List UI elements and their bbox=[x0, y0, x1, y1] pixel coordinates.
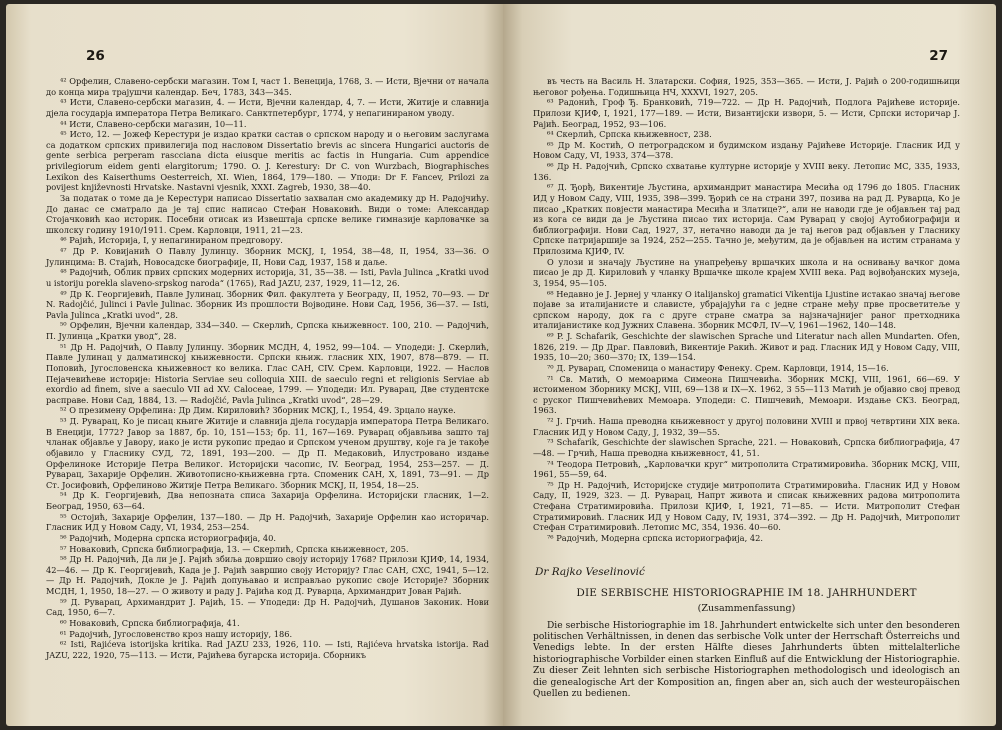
footnote: ⁵⁶ Радојчић, Модерна српска историографија, 40. bbox=[60, 532, 276, 543]
footnote: ⁴⁹ Др К. Георгијевић, Павле Јулинац. Зборник Фил. факултета у Београду, II, 1952, 70—93. — Dr N. Radojčić, Julinci i Pavle Julinac. Зборник Из прошлости Војводине. Нови Сад, 1956, 36—37. — Isti, Pavla Julinca „Kratki uvod“, 28. bbox=[46, 288, 489, 320]
footnote: ⁶² Isti, Rajićeva istorijska kritika. Rad JAZU 233, 1926, 110. — Isti, Rajićeva hrvatska istorija. Rad JAZU, 222, 1920, 75—113. — Исти, Рајићева бугарска историја. Сборникъ bbox=[46, 639, 489, 660]
footnote: ⁷² Ј. Грчић. Наша преводна књижевност у другој половини XVIII и првој четвртини XIX века. Гласник ИД у Новом Саду, Ј, 1932, 39—55. bbox=[533, 416, 960, 437]
footnote: ⁵⁸ Др Н. Радојчић, Да ли је Ј. Рајић збиља довршио своју историју 1768? Прилози КЈИФ, 14, 1934, 42—46. — Др К. Георгијевић, Када је Ј. Рајић завршио своју Историју? Глас САН, CXC, 1941, 5—12. — Др Н. Радојчић, Докле је Ј. Рајић допуњавао и исправљао рукопис своје Историје? Зборник МСДН, 1, 1950, 18—27. — О животу и раду Ј. Рајића код Д. Руварца, Архимандрит Јован Рајић. bbox=[46, 554, 489, 596]
footnote: ⁶⁹ P. J. Schafarik, Geschichte der slawischen Sprache und Literatur nach allen Mundarten. Ofen, 1826, 219. — Др Драг. Павловић, Викентије Ракић. Живот и рад. Гласник ИД у Новом Саду, VIII, 1935, 10—20; 360—370; IX, 139—154. bbox=[533, 331, 960, 363]
footnote: ⁵² О презимену Орфелина: Др Дим. Кириловић? Зборник МСКЈ, I., 1954, 49. Зрцало науке. bbox=[60, 405, 456, 416]
right-page bbox=[503, 4, 996, 726]
footnote: ⁶⁷ Д. Ђорђ, Викентије Љустина, архимандрит манастира Месића од 1796 до 1805. Гласник ИД у Новом Саду, VIII, 1935, 398—399. Ђорић се на страни 397, позива на рад Д. Руварца, Ко је писао „Кратких повјести манастира Месића и Златице?“, али не наводи где је објављен тај рад из кога се види да је Љустина писао тих историја. Сам Руварац у својој Аутобиографији и библиографији. Нови Сад, 1927, 37, нетачно наводи да је тај његов рад објављен у Гласнику Српске патријаршије за 1924, 252—255. Тачно је, међутим, да је објављен на истим странама у Прилозима КЈИФ, IV. bbox=[533, 182, 960, 256]
summary-author: Dr Rajko Veselinović bbox=[535, 565, 645, 578]
footnote: ⁵⁰ Орфелин, Вјечни календар, 334—340. — Скерлић, Српска књижевност. 100, 210. — Радојчић, П. Јулинца „Кратки увод“, 28. bbox=[46, 320, 489, 341]
footnote: ⁶⁰ Новаковић, Српска библиографија, 41. bbox=[60, 617, 240, 628]
footnote: ⁷⁰ Д. Руварац, Споменица о манастиру Фенеку. Срем. Карловци, 1914, 15—16. bbox=[547, 362, 889, 373]
footnote: ⁴² Орфелин, Славено-сербски магазин. Том I, част 1. Венеција, 1768, 3. — Исти, Вјечни от начала до конца мира трајушчи календар. Беч, 1783, 343—345. bbox=[46, 76, 489, 97]
footnote: ⁵¹ Др Н. Радојчић, О Павлу Јулинцу. Зборник МСДН, 4, 1952, 99—104. — Уподеди: Ј. Скерлић, Павле Јулинац у далматинској књижевности. Српски књиж. гласник XIX, 1907, 878—879. — П. Поповић, Југословенска књижевност ко велика. Глас САН, CIV. Срем. Карловци, 1922. — Наслов Пејачевићеве историје: Historia Serviae seu colloquia XIII. de saeculo regni et religionis Serviae ab exordio ad finem, sive a saeculo VII ad XV. Caloceae, 1799. — Уподеди: Ил. Руварац, Две студентске расправе. Нови Сад, 1884, 13. — Radojčić, Pavla Julinca „Kratki uvod“, 28—29. bbox=[46, 341, 489, 405]
footnote: ⁶⁵ Др М. Костић, О петроградском и будимском издању Рајићеве Историје. Гласник ИД у Новом Саду, VI, 1933, 374—378. bbox=[533, 139, 960, 161]
footnote: ⁵⁴ Др К. Георгијевић, Два непознатa списа Захарија Орфелина. Историјски гласник, 1—2. Београд, 1950, 63—64. bbox=[46, 490, 489, 511]
footnote: ⁷⁴ Теодора Петровић, „Карловачки круг“ митрополита Стратимировића. Зборник МСКЈ, VIII, 1961, 55—59, 64. bbox=[533, 458, 960, 480]
summary-subtitle: (Zusammenfassung) bbox=[697, 602, 796, 614]
summary-body: Die serbische Historiographie im 18. Jahrhundert entwickelte sich unter den besonderen politischen Verhältnissen, in denen das serbische Volk unter der Herrschaft Österreichs und Venedigs lebte. In der ersten Hälfte dieses Jahrhunderts übten mittelalterliche historiographische Vorbilder einen starken Einfluß auf die Entwicklung der Historiographie. Zu dieser Zeit lehnten sich serbische Historiographen methodologisch und ideologisch an die genealogische Art der Komposition an, fingen aber an, sich auch der westeuropäischen Quellen zu bedienen. bbox=[533, 620, 960, 699]
footnote: въ честь на Василь Н. Златарски. София, 1925, 353—365. — Исти, Ј. Рајић о 200-годишњици његовог рођења. Годишњица НЧ, XXXVI, 1927, 205. bbox=[533, 76, 960, 97]
footnote: ⁵⁹ Д. Руварац, Архимандрит Ј. Рајић, 15. — Уподеди: Др Н. Радојчић, Душанов Законик. Нови Сад, 1950, 6—7. bbox=[46, 596, 489, 618]
footnote: ⁶⁸ Недавно је Ј. Јернеј у чланку O italijanskoj gramatici Vikentija Ljustine истакао значај његове појаве за италијанисте и славистe, убрајајући га с једне стране међу прве просветитеље у српском народу, док га с друге стране сматра за најзначајнијег раног претходника италијанистике код Јужних Славена. Зборник МСФЛ, IV—V, 1961—1962, 140—148. bbox=[533, 288, 960, 331]
footnote: За податак о томе да је Керестури написао Dissertatio захвалан смо академику др Н. Радојчићу. До данас се сматрало да је тај спис написао Стефан Новаковић. Види о томе: Александар Стојачковић као историк. Посебни отисак из Извештаја српске велике гимназије карловачке за школску годину 1910/1911. Срем. Карловци, 1911, 21—23. bbox=[46, 192, 489, 235]
summary-title: DIE SERBISCHE HISTORIOGRAPHIE IM 18. JAHRHUNDERT bbox=[576, 586, 917, 599]
footnote: ⁶⁶ Др Н. Радојчић, Српско схватање културне историје у XVIII веку. Летопис МС, 335, 1933, 136. bbox=[533, 161, 960, 182]
footnote: ⁴⁸ Радојчић, Облик првих српских модерних историја, 31, 35—38. — Isti, Pavla Julinca „Kratki uvod u istoriju porekla slaveno-srpskog naroda“ (1765), Rad JAZU, 237, 1929, 11—12, 26. bbox=[46, 267, 489, 288]
footnote: ⁴³ Исти, Славено-сербски магазин, 4. — Исти, Вјечни календар, 4, 7. — Исти, Житије и славнија дјела государја императора Петра Великаго. Санктпетербург, 1774, у непагинираном уводу. bbox=[46, 97, 489, 118]
footnote: ⁵³ Д. Руварац, Ко је писац књиге Житије и славнија дјела государја императора Петра Великаго. В Енецији, 1772? Јавор за 1887, бр. 10, 151—153; бр. 11, 167—169. Руварац објављива зашто тај чланак објавље у Јавору, иако је исти рукопис предао и Српском ученом друштву, које га је такође објавило у Гласнику СУД, 72, 1891, 193—200. — Др П. Медаковић, Илустровано издање Орфелиноке Историје Петра Великог. Историјски часопис, IV. Београд, 1954, 253—257. — Д. Руварац, Захарије Орфелин. Животописно-књижевна грта. Споменик САН, X, 1891, 73—91. — Др Ст. Јосифовић, Орфелиново Житије Петра Великаго. Зборник МСКЈ, II, 1954, 18—25. bbox=[46, 416, 489, 490]
book-spread bbox=[6, 4, 996, 726]
footnote: ⁴⁵ Исто, 12. — Јожеф Керестури је издао кратки састав о српском народу и о његовим заслугама са додатком српских привилегија под насловом Dissertatio brevis ac sincera Hungarici auctoris de gente serbica perperam rascciana dicta eiusque meritis ac factis in Hungaria. Cum appendice privilegiorum eidem genti elargitorum; 1790. O. J. Kerestury: Dr C. von Wurzbach, Biographisches Lexikon des Kaiserthums Oesterreich, XI. Wien, 1864, 179—180. — Уподи: Dr F. Fancev, Prilozi za povijest književnosti Hrvatske. Nastavni vjesnik, XXXI. Zagreb, 1930, 38—40. bbox=[46, 129, 489, 193]
left-page bbox=[6, 4, 503, 726]
footnote: ⁴⁶ Рајић, Историја, I, у непагинираном предговору. bbox=[60, 235, 283, 246]
footnote: ⁷⁶ Радојчић, Модерна српска историографија, 42. bbox=[547, 532, 763, 543]
footnote: ⁷³ Schafarik, Geschichte der slawischen Sprache, 221. — Новаковић, Српска библиографија, 47—48. — Грчић, Наша преводна књижевност, 41, 51. bbox=[533, 437, 960, 458]
footnote: ⁶¹ Радојчић, Југословенство кроз нашу историју, 186. bbox=[60, 628, 293, 639]
footnote: ⁴⁴ Исти, Славено-сербски магазин, 10—11. bbox=[60, 118, 247, 129]
page-number: 27 bbox=[929, 48, 948, 64]
footnote: О улози и значају Љустине на унапређењу вршачких школа и на оснивању вачког дома писао је др Д. Кириловић у чланку Вршачке школе крајем XVIII века. Рад војвођанских музеја, 3, 1954, 95—105. bbox=[533, 256, 960, 288]
page-number: 26 bbox=[86, 48, 105, 64]
footnote: ⁷⁵ Др Н. Радојчић, Историјске студије митрополита Стратимировића. Гласник ИД у Новом Саду, II, 1929, 323. — Д. Руварац, Напрт живота и списак књижевних радова митрополита Стефана Стратимировића. Прилози КЈИФ, I, 1921, 71—85. — Исти. Митрополит Стефан Стратимировић. Гласник ИД у Новом Саду, IV, 1931, 374—392. — Др Н. Радојчић, Митрополит Стефан Стратимировић. Летопис МС, 354, 1936. 40—60. bbox=[533, 479, 960, 533]
footnote: ⁶⁴ Скерлић, Српска књижевност, 238. bbox=[547, 129, 712, 140]
footnotes bbox=[46, 76, 489, 660]
footnote: ⁴⁷ Др Р. Ковијанић О Павлу Јулинцу. Зборник МСКЈ, I, 1954, 38—48, II, 1954, 33—36. О Јулинцима: В. Стајић, Новосадске биографије, II, Нови Сад, 1937, 158 и даље. bbox=[46, 246, 489, 267]
footnote: ⁷¹ Св. Матић, О мемоарима Симеона Пишчевића. Зборник МСКЈ, VIII, 1961, 66—69. У истоименом Зборнику МСКЈ, VIII, 69—138 и IX—X. 1962, 3 55—113 Матић је објавио свој превод с руског Пишчевићевих Мемоара. Уподеди: С. Пишчевић, Мемоари. Издање СКЗ. Београд, 1963. bbox=[533, 373, 960, 416]
footnote: ⁵⁵ Остојић, Захарије Орфелин, 137—180. — Др Н. Радојчић, Захарије Орфелин као историчар. Гласник ИД у Новом Саду, VI, 1934, 253—254. bbox=[46, 511, 489, 533]
footnote: ⁶³ Радонић, Гроф Ђ. Бранковић, 719—722. — Др Н. Радојчић, Подлога Рајићеве историје. Прилози КЈИФ, I, 1921, 177—189. — Исти, Византијски извори, 5. — Исти, Српски историчар Ј. Рајић. Београд, 1952, 93—106. bbox=[533, 97, 960, 129]
footnote: ⁵⁷ Новаковић, Српска библиографија, 13. — Скерлић, Српска књижевност, 205. bbox=[60, 543, 409, 554]
footnotes bbox=[533, 76, 960, 544]
